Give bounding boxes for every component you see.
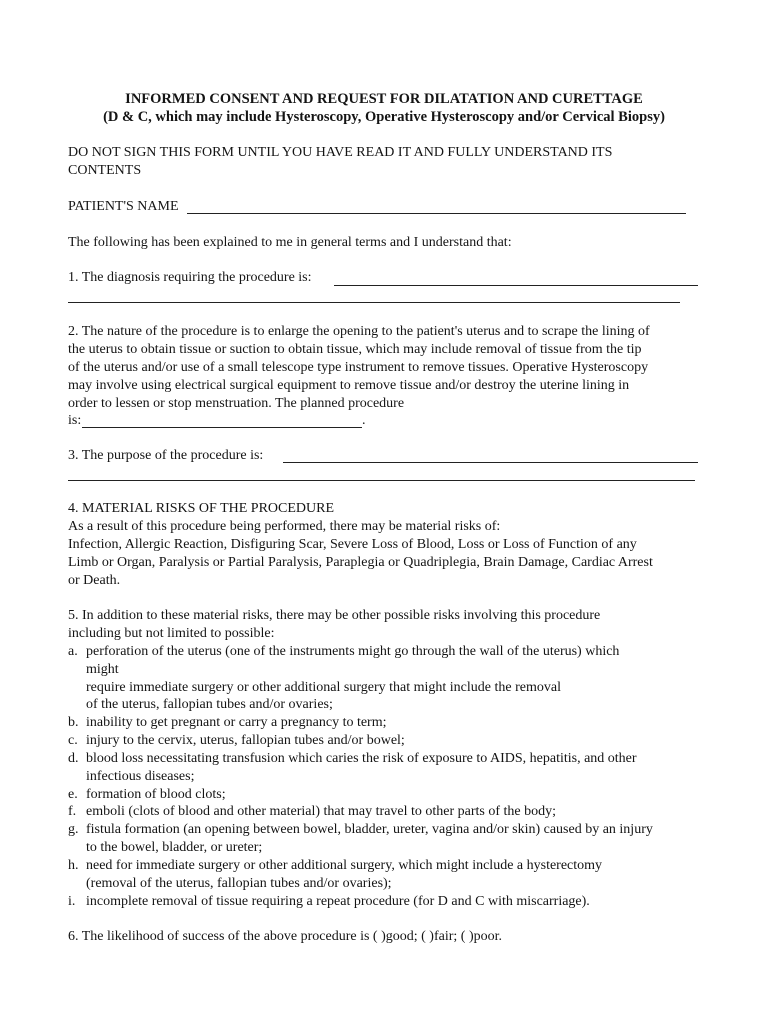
risk-letter: d. bbox=[68, 751, 79, 766]
risk-letter: e. bbox=[68, 787, 78, 802]
planned-procedure-period: . bbox=[362, 413, 366, 428]
material-risks-line: As a result of this procedure being performed, there may be material risks of: bbox=[68, 519, 501, 534]
risk-item-text: inability to get pregnant or carry a pregnancy to term; bbox=[86, 715, 387, 730]
patient-name-label: PATIENT'S NAME bbox=[68, 199, 179, 214]
risk-item-text: require immediate surgery or other additional surgery that might include the removal bbox=[86, 680, 561, 695]
form-title: INFORMED CONSENT AND REQUEST FOR DILATATION AND CURETTAGE bbox=[125, 91, 643, 107]
nature-paragraph-line: of the uterus and/or use of a small telescope type instrument to remove tissues. Operative Hysteroscopy bbox=[68, 360, 649, 375]
risk-item-text: perforation of the uterus (one of the instruments might go through the wall of the uterus) which bbox=[86, 644, 620, 659]
risk-letter: f. bbox=[68, 804, 77, 819]
nature-paragraph-line: 2. The nature of the procedure is to enlarge the opening to the patient's uterus and to scrape the lining of bbox=[68, 324, 650, 339]
diagnosis-label: 1. The diagnosis requiring the procedure is: bbox=[68, 270, 312, 285]
risk-item-text: blood loss necessitating transfusion which caries the risk of exposure to AIDS, hepatitis, and other bbox=[86, 751, 637, 766]
risk-item-text: might bbox=[86, 662, 119, 677]
purpose-label: 3. The purpose of the procedure is: bbox=[68, 448, 264, 463]
material-risks-heading: 4. MATERIAL RISKS OF THE PROCEDURE bbox=[68, 501, 335, 516]
warning-line-1: DO NOT SIGN THIS FORM UNTIL YOU HAVE READ IT AND FULLY UNDERSTAND ITS bbox=[68, 145, 613, 160]
risk-item-text: of the uterus, fallopian tubes and/or ovaries; bbox=[86, 697, 333, 712]
material-risks-line: or Death. bbox=[68, 573, 121, 588]
warning-line-2: CONTENTS bbox=[68, 163, 142, 178]
diagnosis-field-line-1[interactable] bbox=[334, 285, 698, 286]
risk-item-text: need for immediate surgery or other additional surgery, which might include a hysterectomy bbox=[86, 858, 603, 873]
purpose-field-line-1[interactable] bbox=[283, 462, 698, 463]
risk-item-text: (removal of the uterus, fallopian tubes and/or ovaries); bbox=[86, 876, 392, 891]
patient-name-field[interactable] bbox=[187, 213, 686, 214]
risk-item-text: to the bowel, bladder, or ureter; bbox=[86, 840, 263, 855]
other-risks-intro: including but not limited to possible: bbox=[68, 626, 275, 641]
material-risks-line: Limb or Organ, Paralysis or Partial Paralysis, Paraplegia or Quadriplegia, Brain Damage, Cardiac Arrest bbox=[68, 555, 653, 570]
risk-item-text: emboli (clots of blood and other material) that may travel to other parts of the body; bbox=[86, 804, 557, 819]
risk-letter: i. bbox=[68, 894, 76, 909]
nature-paragraph-line: may involve using electrical surgical equipment to remove tissue and/or destroy the uterine lining in bbox=[68, 378, 630, 393]
planned-procedure-field[interactable] bbox=[82, 427, 362, 428]
risk-item-text: incomplete removal of tissue requiring a repeat procedure (for D and C with miscarriage). bbox=[86, 894, 590, 909]
risk-item-text: fistula formation (an opening between bowel, bladder, ureter, vagina and/or skin) caused by an injury bbox=[86, 822, 653, 837]
material-risks-line: Infection, Allergic Reaction, Disfiguring Scar, Severe Loss of Blood, Loss or Loss of Function of any bbox=[68, 537, 637, 552]
risk-item-text: injury to the cervix, uterus, fallopian tubes and/or bowel; bbox=[86, 733, 405, 748]
nature-paragraph-line: the uterus to obtain tissue or suction to obtain tissue, which may include removal of tissue from the tip bbox=[68, 342, 642, 357]
risk-item-text: formation of blood clots; bbox=[86, 787, 226, 802]
risk-letter: c. bbox=[68, 733, 78, 748]
planned-procedure-label: is: bbox=[68, 413, 82, 428]
other-risks-intro: 5. In addition to these material risks, there may be other possible risks involving this procedure bbox=[68, 608, 601, 623]
risk-letter: a. bbox=[68, 644, 78, 659]
form-subtitle: (D & C, which may include Hysteroscopy, Operative Hysteroscopy and/or Cervical Biopsy) bbox=[103, 109, 665, 125]
nature-paragraph-line: order to lessen or stop menstruation. The planned procedure bbox=[68, 396, 405, 411]
risk-letter: h. bbox=[68, 858, 79, 873]
risk-letter: g. bbox=[68, 822, 79, 837]
likelihood-of-success[interactable]: 6. The likelihood of success of the above procedure is ( )good; ( )fair; ( )poor. bbox=[68, 929, 502, 944]
risk-letter: b. bbox=[68, 715, 79, 730]
diagnosis-field-line-2[interactable] bbox=[68, 302, 680, 303]
purpose-field-line-2[interactable] bbox=[68, 480, 695, 481]
risk-item-text: infectious diseases; bbox=[86, 769, 195, 784]
intro-text: The following has been explained to me in general terms and I understand that: bbox=[68, 235, 512, 250]
